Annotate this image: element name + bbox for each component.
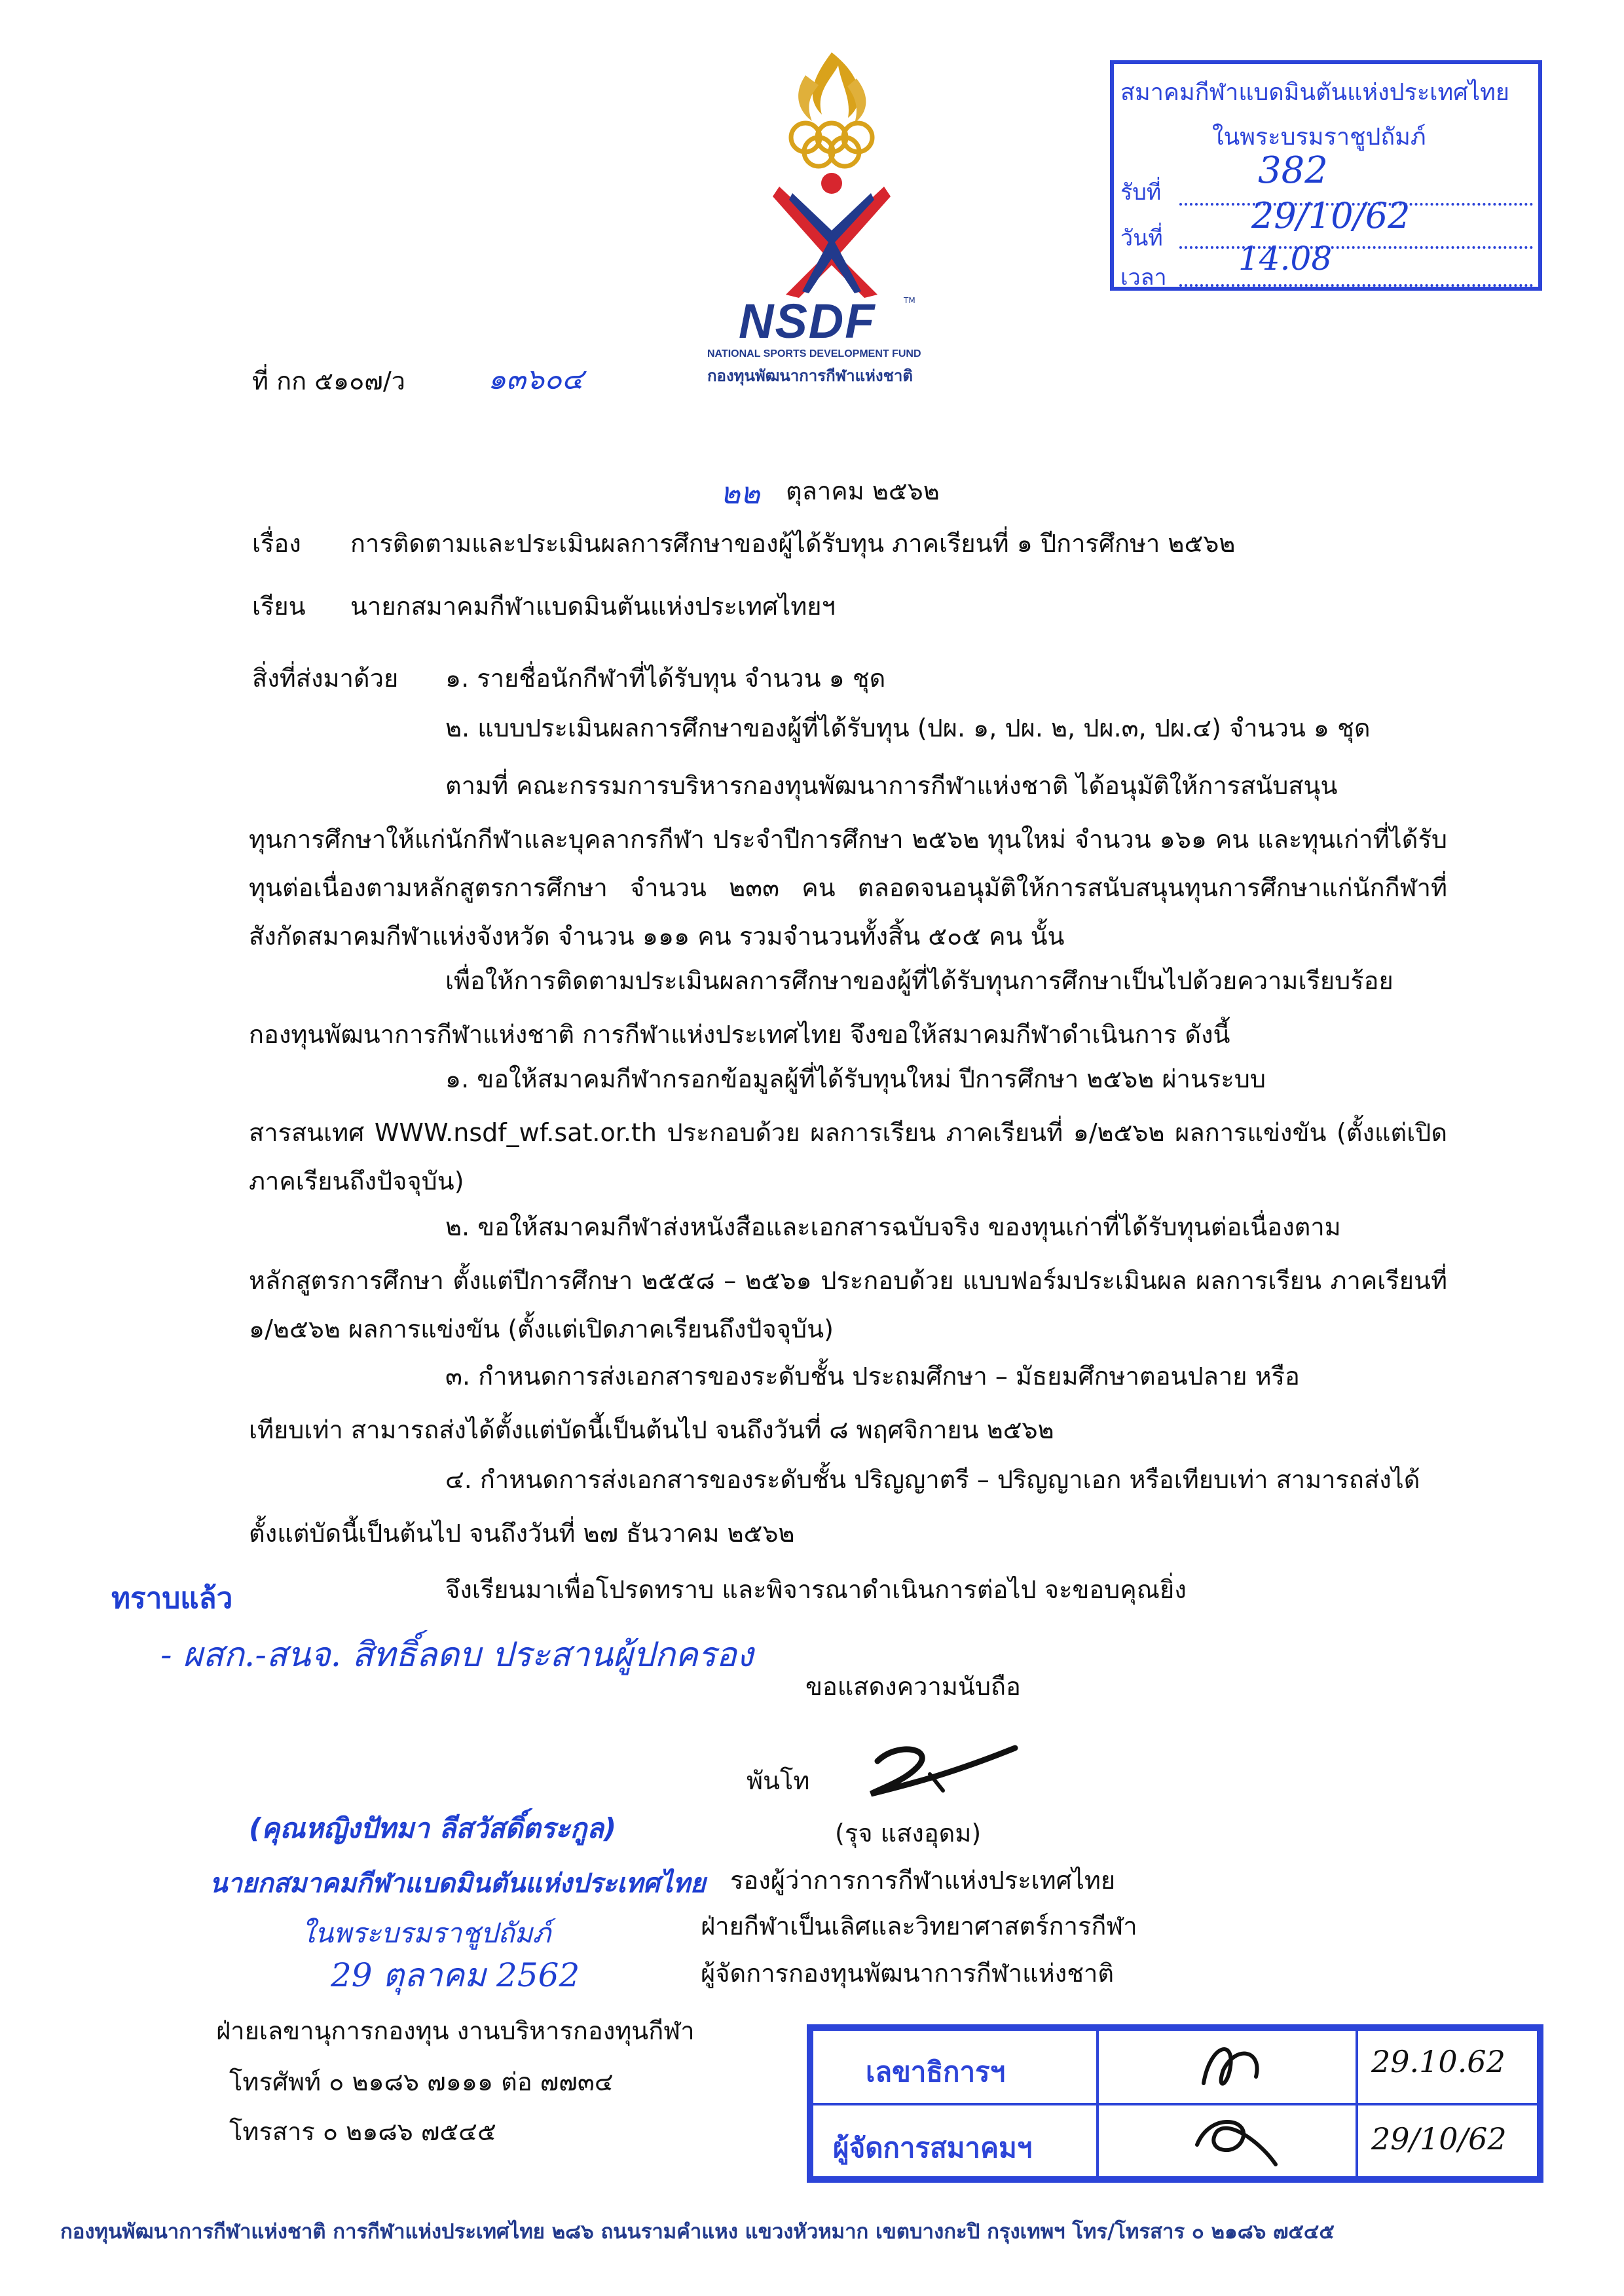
receipt-stamp-patron: ในพระบรมราชูปถัมภ์ <box>1212 124 1426 151</box>
routing-date: 29.10.62 <box>1371 2044 1505 2079</box>
regards: ขอแสดงความนับถือ <box>805 1672 1021 1701</box>
president-date: 29 ตุลาคม 2562 <box>331 1956 580 1994</box>
letter-date: ตุลาคม ๒๕๖๒ <box>786 477 940 505</box>
closing-line: จึงเรียนมาเพื่อโปรดทราบ และพิจารณาดำเนินการต่อไป จะขอบคุณยิ่ง <box>445 1575 1187 1604</box>
acknowledged-stamp: ทราบแล้ว <box>111 1582 233 1615</box>
routing-label-cell <box>811 2028 1099 2105</box>
dotted-line <box>1179 203 1533 206</box>
handwritten-note: - ผสก.-สนจ. สิทธิ์ลดบ ประสานผู้ปกครอง <box>160 1635 754 1675</box>
nsdf-logo <box>707 39 956 385</box>
recipient-label: เรียน <box>252 592 306 621</box>
receipt-date-value: 29/10/62 <box>1251 195 1411 236</box>
letter-date-day: ๒๒ <box>720 475 760 511</box>
paragraph-1-body: ทุนการศึกษาให้แก่นักกีฬาและบุคลากรกีฬา ประจำปีการศึกษา ๒๕๖๒ ทุนใหม่ จำนวน ๑๖๑ คน และทุนเก่าที่ได้รับทุนต่อเนื่องตามหลักสูตรการศึกษา จำนวน ๒๓๓ คน ตลอดจนอนุมัติให้การสนับสนุนทุนการศึกษาแก่นักกีฬาที่สังกัดสมาคมกีฬาแห่งจังหวัด จำนวน ๑๑๑ คน รวมจำนวนทั้งสิ้น ๕๐๕ คน นั้น <box>249 825 1447 951</box>
item-2-body: หลักสูตรการศึกษา ตั้งแต่ปีการศึกษา ๒๕๕๘ – ๒๕๖๑ ประกอบด้วย แบบฟอร์มประเมินผล ผลการเรียน ภาคเรียนที่ ๑/๒๕๖๒ ผลการแข่งขัน (ตั้งแต่เปิดภาคเรียนถึงปัจจุบัน) <box>249 1266 1447 1343</box>
letter-footer: กองทุนพัฒนาการกีฬาแห่งชาติ การกีฬาแห่งประเทศไทย ๒๘๖ ถนนรามคำแหง แขวงหัวหมาก เขตบางกะปิ กรุงเทพฯ โทร/โทรสาร ๐ ๒๑๘๖ ๗๕๔๕ <box>60 2220 1335 2244</box>
logo-tm: TM <box>904 296 915 305</box>
receipt-time-value: 14.08 <box>1238 240 1333 278</box>
signer-rank: พันโท <box>747 1766 810 1795</box>
routing-date-cell <box>1356 2028 1540 2105</box>
contact-department: ฝ่ายเลขานุการกองทุน งานบริหารกองทุนกีฬา <box>216 2016 695 2045</box>
routing-label: เลขาธิการฯ <box>866 2056 1006 2088</box>
logo-subtitle-en: NATIONAL SPORTS DEVELOPMENT FUND <box>707 348 921 359</box>
routing-label-cell <box>811 2103 1099 2179</box>
item-1-first-line: ๑. ขอให้สมาคมกีฬากรอกข้อมูลผู้ที่ได้รับทุนใหม่ ปีการศึกษา ๒๕๖๒ ผ่านระบบ <box>445 1065 1266 1093</box>
contact-phone: โทรศัพท์ ๐ ๒๑๘๖ ๗๑๑๑ ต่อ ๗๗๓๔ <box>229 2068 614 2096</box>
reference-prefix: ที่ กก ๕๑๐๗/ว <box>252 367 406 395</box>
routing-label: ผู้จัดการสมาคมฯ <box>833 2132 1033 2164</box>
contact-fax: โทรสาร ๐ ๒๑๘๖ ๗๕๔๕ <box>229 2117 496 2146</box>
subject-text: การติดตามและประเมินผลการศึกษาของผู้ได้รับทุน ภาคเรียนที่ ๑ ปีการศึกษา ๒๕๖๒ <box>350 529 1236 558</box>
routing-stamp <box>807 2024 1543 2183</box>
receipt-no-label: รับที่ <box>1120 179 1162 206</box>
item-2-first-line: ๒. ขอให้สมาคมกีฬาส่งหนังสือและเอกสารฉบับจริง ของทุนเก่าที่ได้รับทุนต่อเนื่องตาม <box>445 1212 1341 1241</box>
receipt-stamp <box>1110 60 1542 291</box>
signer-title: ผู้จัดการกองทุนพัฒนาการกีฬาแห่งชาติ <box>701 1959 1115 1988</box>
subject-label: เรื่อง <box>252 529 301 558</box>
routing-date-cell <box>1356 2103 1540 2179</box>
dotted-line <box>1179 284 1533 287</box>
initials-icon <box>1177 2031 1295 2103</box>
enclosure-item: ๒. แบบประเมินผลการศึกษาของผู้ที่ได้รับทุน (ปผ. ๑, ปผ. ๒, ปผ.๓, ปผ.๔) จำนวน ๑ ชุด <box>445 714 1371 742</box>
enclosure-label: สิ่งที่ส่งมาด้วย <box>252 664 399 693</box>
nsdf-emblem-icon <box>707 39 956 301</box>
routing-date: 29/10/62 <box>1371 2121 1507 2157</box>
president-patron: ในพระบรมราชูปถัมภ์ <box>301 1917 551 1949</box>
item-3-body: เทียบเท่า สามารถส่งได้ตั้งแต่บัดนี้เป็นต้นไป จนถึงวันที่ ๘ พฤศจิกายน ๒๕๖๒ <box>249 1415 1054 1444</box>
initials-icon <box>1177 2105 1295 2178</box>
receipt-time-label: เวลา <box>1120 264 1167 291</box>
enclosure-item: ๑. รายชื่อนักกีฬาที่ได้รับทุน จำนวน ๑ ชุด <box>445 664 886 693</box>
signer-title: รองผู้ว่าการการกีฬาแห่งประเทศไทย <box>730 1866 1116 1895</box>
receipt-date-label: วันที่ <box>1120 225 1163 251</box>
logo-subtitle-th: กองทุนพัฒนาการกีฬาแห่งชาติ <box>707 367 913 385</box>
item-4-body: ตั้งแต่บัดนี้เป็นต้นไป จนถึงวันที่ ๒๗ ธันวาคม ๒๕๖๒ <box>249 1519 795 1548</box>
receipt-no-value: 382 <box>1258 149 1328 192</box>
paragraph-2-body: กองทุนพัฒนาการกีฬาแห่งชาติ การกีฬาแห่งประเทศไทย จึงขอให้สมาคมกีฬาดำเนินการ ดังนี้ <box>249 1020 1230 1049</box>
signer-name: (รุจ แสงอุดม) <box>835 1819 982 1848</box>
signature-icon <box>858 1728 1028 1807</box>
paragraph-1-first-line: ตามที่ คณะกรรมการบริหารกองทุนพัฒนาการกีฬาแห่งชาติ ได้อนุมัติให้การสนับสนุน <box>445 771 1338 800</box>
signer-title: ฝ่ายกีฬาเป็นเลิศและวิทยาศาสตร์การกีฬา <box>701 1912 1137 1941</box>
logo-brand: NSDF <box>739 294 876 348</box>
president-name: (คุณหญิงปัทมา ลีสวัสดิ์ตระกูล) <box>249 1812 617 1844</box>
item-1-body: สารสนเทศ WWW.nsdf_wf.sat.or.th ประกอบด้วย ผลการเรียน ภาคเรียนที่ ๑/๒๕๖๒ ผลการแข่งขัน (ตั้งแต่เปิดภาคเรียนถึงปัจจุบัน) <box>249 1118 1447 1195</box>
receipt-stamp-org: สมาคมกีฬาแบดมินตันแห่งประเทศไทย <box>1120 79 1509 106</box>
item-4-first-line: ๔. กำหนดการส่งเอกสารของระดับชั้น ปริญญาตรี – ปริญญาเอก หรือเทียบเท่า สามารถส่งได้ <box>445 1465 1420 1494</box>
item-3-first-line: ๓. กำหนดการส่งเอกสารของระดับชั้น ประถมศึกษา – มัธยมศึกษาตอนปลาย หรือ <box>445 1362 1300 1391</box>
reference-number: ๑๓๖๐๔ <box>488 363 584 396</box>
paragraph-2-first-line: เพื่อให้การติดตามประเมินผลการศึกษาของผู้ที่ได้รับทุนการศึกษาเป็นไปด้วยความเรียบร้อย <box>445 966 1393 995</box>
recipient-text: นายกสมาคมกีฬาแบดมินตันแห่งประเทศไทยฯ <box>350 592 836 621</box>
president-title: นายกสมาคมกีฬาแบดมินตันแห่งประเทศไทย <box>210 1868 706 1899</box>
dotted-line <box>1179 246 1533 249</box>
